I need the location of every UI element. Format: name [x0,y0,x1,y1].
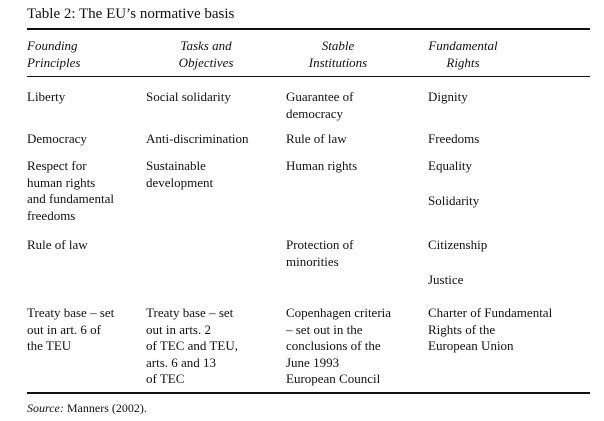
table-cell [428,237,588,254]
bottom-rule [27,392,590,394]
cell-line: conclusions of the [286,338,381,353]
cell-line: Rule of law [27,237,88,252]
cell-line: human rights [27,174,96,190]
header-line: Stable [321,38,355,53]
cell-line: – set out in the [286,321,363,337]
cell-line: of TEC [146,371,185,386]
header-stable-institutions [286,38,390,71]
table-cell [27,158,139,224]
cell-line: Liberty [27,89,66,104]
header-founding-principles [27,38,139,71]
header-rule [27,76,590,77]
header-line: Fundamental [428,38,498,53]
cell-line: Dignity [428,89,468,104]
table-cell [286,158,414,175]
source-label: Source: [27,401,64,415]
table-cell [146,131,276,148]
cell-line: Treaty base – set [146,305,234,320]
cell-line: Anti-discrimination [146,131,249,146]
header-line: Tasks and [180,38,232,53]
cell-line: Respect for [27,158,87,173]
cell-line: Rule of law [286,131,347,146]
cell-line: Democracy [27,131,87,146]
cell-line: the TEU [27,338,72,353]
header-line: Institutions [308,54,368,70]
table-cell [428,131,588,148]
cell-line: Solidarity [428,193,480,208]
table-title: Table 2: The EU’s normative basis [27,6,235,22]
table-cell [146,89,276,106]
table-source [27,401,147,416]
header-line: Founding [27,38,78,53]
cell-line: June 1993 [286,354,340,370]
header-line: Principles [27,54,81,70]
table-cell [286,305,414,388]
cell-line: and fundamental [27,191,114,206]
cell-line: Charter of Fundamental [428,305,553,320]
header-line: Objectives [178,54,234,70]
table-cell [146,158,276,191]
table-cell [286,237,414,270]
cell-line: Rights of the [428,321,496,337]
cell-line: out in art. 6 of [27,321,102,337]
cell-line: democracy [286,105,344,121]
cell-line: Guarantee of [286,89,354,104]
cell-line: Human rights [286,158,358,173]
cell-line: minorities [286,253,339,269]
cell-line: arts. 6 and 13 [146,354,217,370]
table-cell [428,305,588,355]
table-cell [286,131,414,148]
table-cell [428,272,588,289]
cell-line: European Council [286,371,381,386]
table-cell [286,89,414,122]
table-cell [27,89,139,106]
cell-line: Protection of [286,237,354,252]
cell-line: development [146,174,214,190]
cell-line: Copenhagen criteria [286,305,392,320]
source-text: Manners (2002). [63,401,147,415]
table-cell [428,193,588,210]
cell-line: freedoms [27,207,76,223]
table-cell [27,305,139,355]
cell-line: European Union [428,338,514,353]
header-fundamental-rights [418,38,508,71]
cell-line: Equality [428,158,473,173]
cell-line: Justice [428,272,464,287]
top-rule [27,28,590,30]
table-cell [27,237,139,254]
table-cell [146,305,276,388]
cell-line: out in arts. 2 [146,321,211,337]
header-tasks-objectives [146,38,266,71]
cell-line: Social solidarity [146,89,231,104]
cell-line: Sustainable [146,158,206,173]
cell-line: Freedoms [428,131,480,146]
table-cell [27,131,139,148]
table-cell [428,89,588,106]
header-line: Rights [446,54,480,70]
cell-line: Citizenship [428,237,488,252]
table-cell [428,158,588,175]
cell-line: of TEC and TEU, [146,338,238,353]
cell-line: Treaty base – set [27,305,115,320]
